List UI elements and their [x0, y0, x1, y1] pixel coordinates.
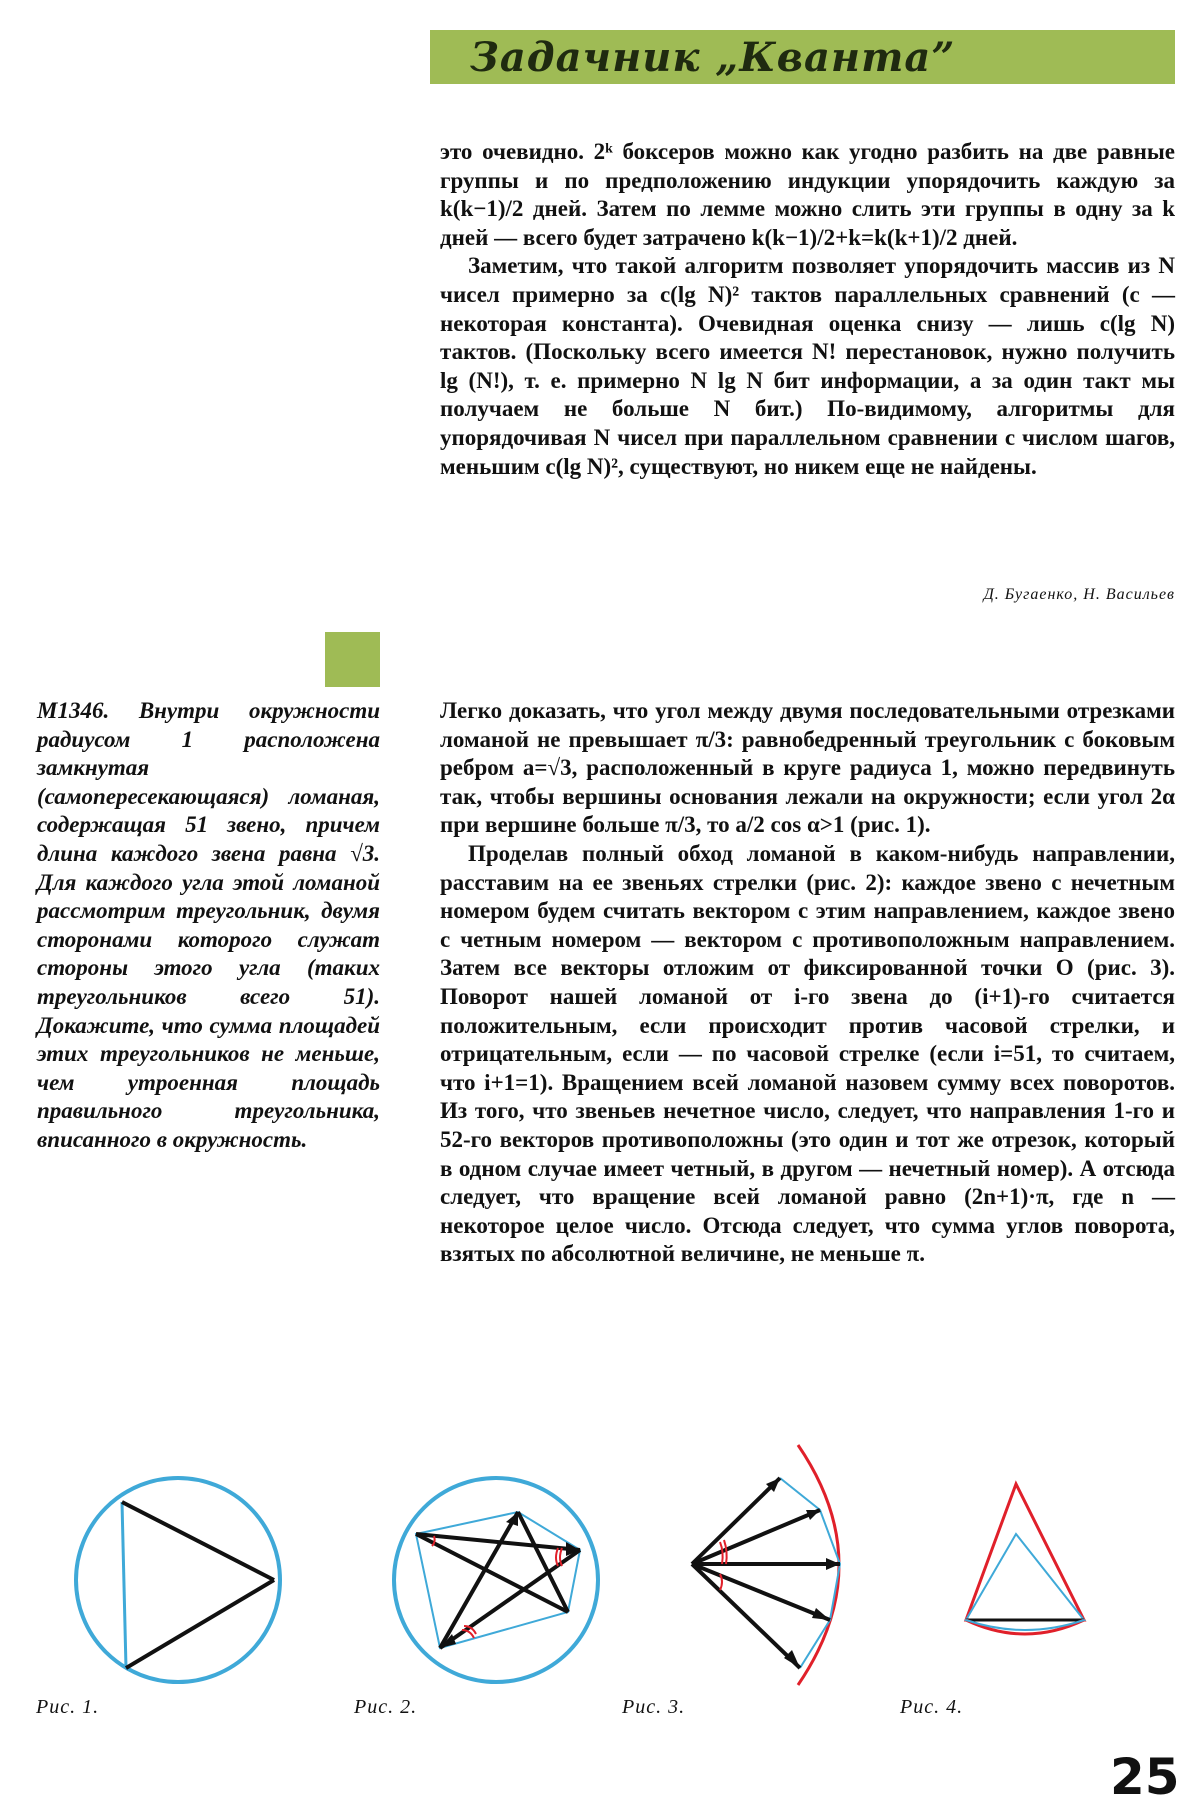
caption-fig1: Рис. 1. [36, 1696, 100, 1718]
fig2-circle [394, 1478, 598, 1682]
fig4-outer-triangle [966, 1484, 1084, 1620]
figure-2 [378, 1470, 618, 1690]
fig1-side-lower [126, 1580, 274, 1668]
caption-fig3: Рис. 3. [622, 1696, 686, 1718]
top-paragraph-1: это очевидно. 2ᵏ боксеров можно как угодно разбить на две равные группы и по предположению индукции упорядочить каждую за k(k−1)/2 дней. Затем по лемме можно слить эти группы в одну за k дней — всего будет затрачено k(k−1)/2+k=k(k+1)/2 дней. [440, 139, 1175, 250]
solution-text-column [440, 697, 1175, 1269]
page-number: 25 [1110, 1748, 1180, 1806]
figure-1 [60, 1470, 300, 1690]
problem-statement: М1346. Внутри окружности радиусом 1 расположена замкнутая (самопересекающаяся) ломаная, содержащая 51 звено, причем длина каждого звена равна √3. Для каждого угла этой ломаной рассмотрим треугольник, двумя сторонами которого служат стороны этого угла (таких треугольников всего 51). Докажите, что сумма площадей этих треугольников не меньше, чем утроенная площадь правильного треугольника, вписанного в окружность. [37, 698, 380, 1152]
solution-paragraph-1: Легко доказать, что угол между двумя последовательными отрезками ломаной не превышает π/3: равнобедренный треугольник с боковым ребром a=√3, расположенный в круге радиуса 1, можно передвинуть так, чтобы вершины основания лежали на окружности; если угол 2α при вершине больше π/3, то a/2 cos α>1 (рис. 1). [440, 698, 1175, 838]
section-marker [325, 632, 380, 687]
caption-fig4: Рис. 4. [900, 1696, 964, 1718]
figure-3 [680, 1440, 860, 1690]
figure-4 [950, 1470, 1130, 1690]
authors: Д. Бугаенко, Н. Васильев [983, 586, 1175, 603]
fig1-side-upper [122, 1502, 274, 1580]
solution-paragraph-2: Проделав полный обход ломаной в каком-нибудь направлении, расставим на ее звеньях стрелки (рис. 2): каждое звено с нечетным номером будем считать вектором с этим направлением, каждое звено с четным номером — вектором с противоположным направлением. Затем все векторы отложим от фиксированной точки O (рис. 3). Поворот нашей ломаной от i-го звена до (i+1)-го считается положительным, если происходит против часовой стрелки, и отрицательным, если — по часовой стрелке (если i=51, то считаем, что i+1=1). Вращением всей ломаной назовем сумму всех поворотов. Из того, что звеньев нечетное число, следует, что направления 1-го и 52-го векторов противоположны (это один и тот же отрезок, который в одном случае имеет четный, в другом — нечетный номер). А отсюда следует, что вращение всей ломаной равно (2n+1)·π, где n — некоторое целое число. Отсюда следует, что сумма углов поворота, взятых по абсолютной величине, не меньше π. [440, 840, 1175, 1267]
top-paragraph-2: Заметим, что такой алгоритм позволяет упорядочить массив из N чисел примерно за c(lg N)² тактов параллельных сравнений (c — некоторая константа). Очевидная оценка снизу — лишь c(lg N) тактов. (Поскольку всего имеется N! перестановок, нужно получить lg (N!), т. е. примерно N lg N бит информации, а за один такт мы получаем не больше N бит.) По-видимому, алгоритмы для упорядочивая N чисел при параллельном сравнении с числом шагов, меньшим c(lg N)², существуют, но никем еще не найдены. [440, 253, 1175, 479]
fig4-arc-red [966, 1620, 1084, 1634]
fig1-circle [76, 1478, 280, 1682]
fig3-chords [780, 1478, 840, 1668]
fig4-inner-triangle [966, 1534, 1084, 1620]
header-title: Задачник „Кванта” [470, 34, 956, 81]
top-text-column [440, 138, 1175, 481]
fig2-polyline [416, 1512, 580, 1648]
caption-fig2: Рис. 2. [354, 1696, 418, 1718]
fig1-base [122, 1502, 126, 1668]
header-banner [430, 30, 1175, 84]
fig2-outline [416, 1512, 580, 1648]
